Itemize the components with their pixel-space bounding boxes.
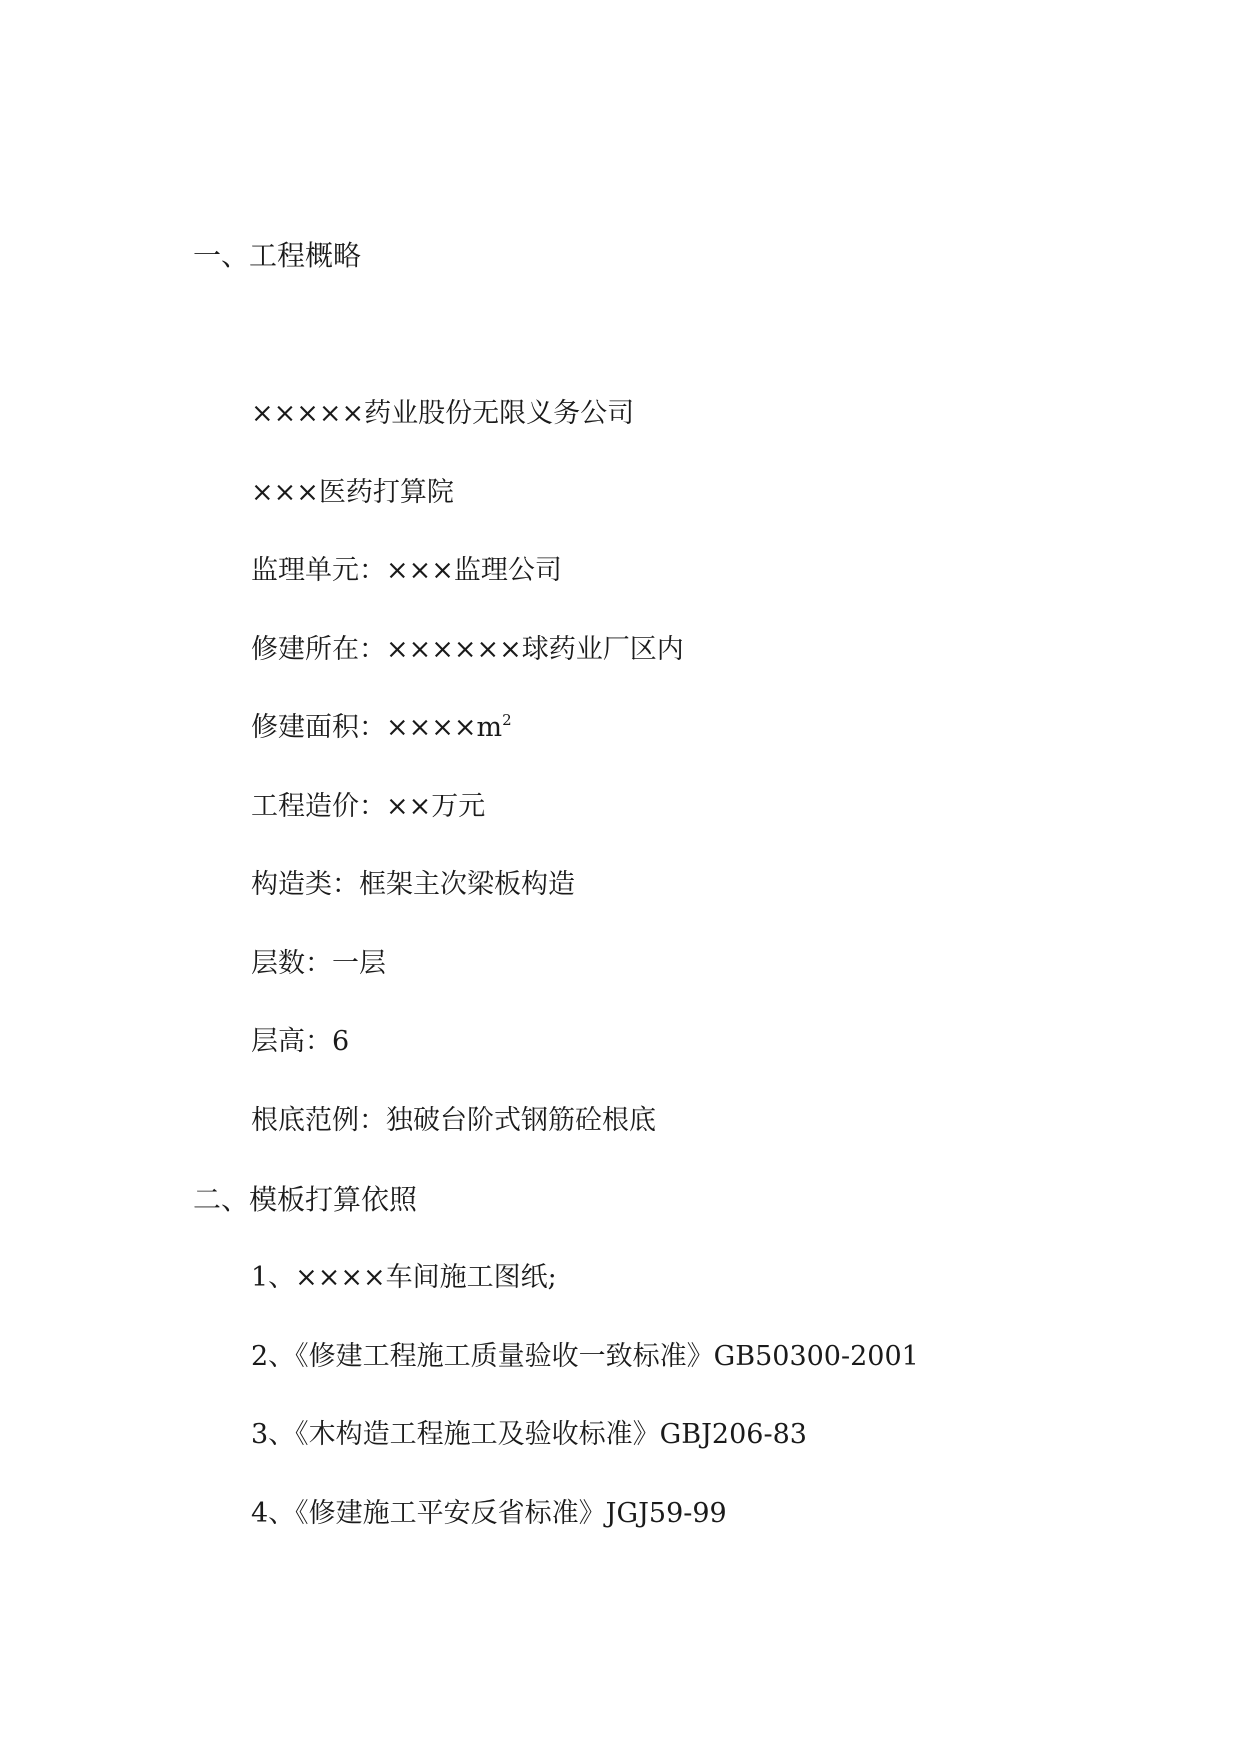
foundation-type-line: 根底范例：独破台阶式钢筋砼根底 (251, 1105, 656, 1136)
basis-item-4: 4、《修建施工平安反省标准》JGJ59-99 (251, 1498, 727, 1529)
basis-item-1: 1、××××车间施工图纸; (251, 1262, 557, 1293)
supervisor-line: 监理单元：×××监理公司 (251, 555, 562, 586)
floor-height-line: 层高：6 (251, 1026, 350, 1057)
owner-line: ×××××药业股份无限义务公司 (251, 398, 635, 429)
section-heading-formwork-basis: 二、模板打算依照 (193, 1183, 418, 1216)
basis-item-2: 2、《修建工程施工质量验收一致标准》GB50300-2001 (251, 1341, 919, 1372)
floors-line: 层数：一层 (251, 948, 386, 979)
area-line (251, 710, 512, 746)
structure-type-line: 构造类：框架主次梁板构造 (251, 869, 575, 900)
designer-line: ×××医药打算院 (251, 477, 454, 508)
section-heading-overview: 一、工程概略 (193, 239, 362, 272)
cost-line: 工程造价：××万元 (251, 791, 486, 822)
location-line: 修建所在：××××××球药业厂区内 (251, 634, 684, 665)
area-text: 修建面积：××××m (251, 712, 503, 743)
basis-item-3: 3、《木构造工程施工及验收标准》GBJ206-83 (251, 1419, 807, 1450)
area-superscript: 2 (502, 711, 512, 729)
